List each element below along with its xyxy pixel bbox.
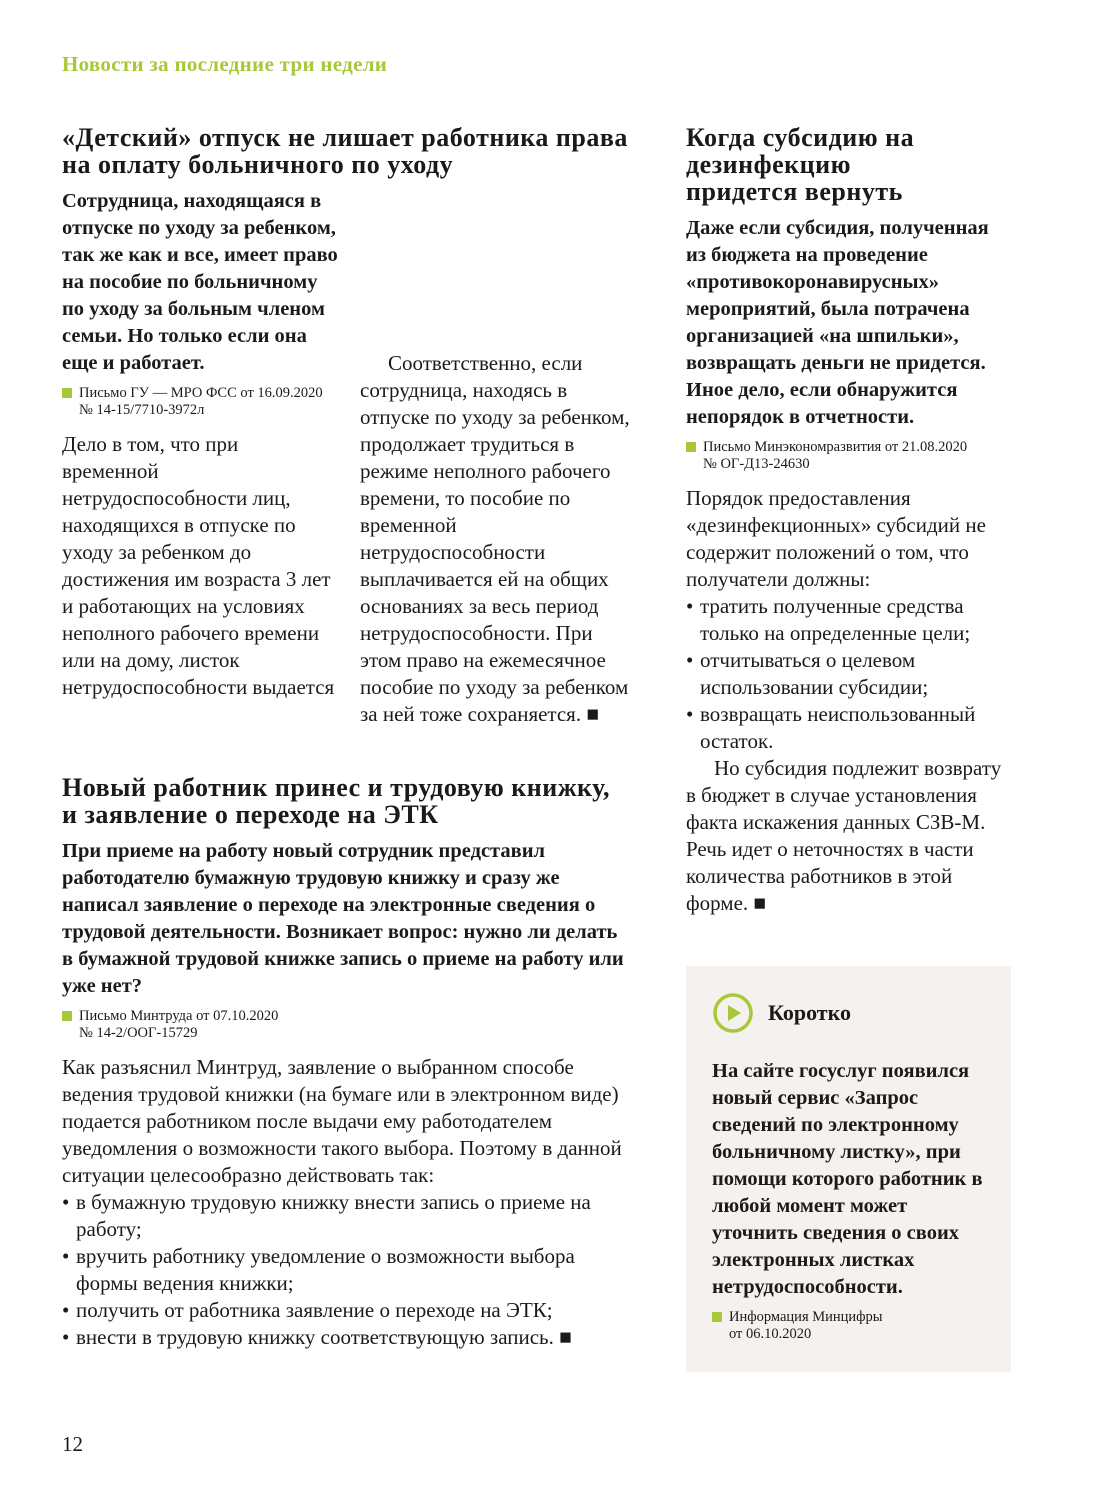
source-ref: Письмо Минтруда от 07.10.2020 № 14-2/ООГ-15729 bbox=[62, 1008, 632, 1042]
article-title: «Детский» отпуск не лишает работника права на оплату больничного по уходу bbox=[62, 123, 628, 179]
article-lead: Сотрудница, находящаяся в отпуске по уходу за ребенком, так же как и все, имеет право на пособие по больничному по уходу за больным членом семьи. Но только если она еще и работает. bbox=[62, 190, 338, 374]
article-lead: Даже если субсидия, полученная из бюджета на проведение «противокоронавирусных» мероприятий, была потрачена организацией «на шпильки», возвращать деньги не придется. Иное дело, если обнаружится непорядок в отчетности. bbox=[686, 217, 989, 428]
list-item: • вручить работнику уведомление о возможности выбора формы ведения книжки; bbox=[62, 1243, 632, 1297]
bullet-square-icon bbox=[62, 1011, 72, 1021]
box-header bbox=[712, 992, 985, 1034]
list-item: • возвращать неиспользованный остаток. bbox=[686, 701, 1011, 755]
section-kicker: Новости за последние три недели bbox=[62, 52, 388, 76]
article-paragraph: Порядок предоставления «дезинфекционных» субсидий не содержит положений о том, что получатели должны: bbox=[686, 486, 986, 591]
bullet-list bbox=[62, 1189, 632, 1351]
article-title: Когда субсидию на дезинфекцию придется вернуть bbox=[686, 123, 915, 206]
box-title: Коротко bbox=[768, 1000, 851, 1025]
article-subsidiya bbox=[686, 124, 1011, 917]
article1-col1 bbox=[62, 188, 338, 701]
bullet-list bbox=[686, 593, 1011, 755]
article-paragraph: Дело в том, что при временной нетрудоспособности лиц, находящихся в отпуске по уходу за ребенком до достижения им возраста 3 лет и работающих на условиях неполного рабочего времени или на дому, листок нетрудоспособности выдается bbox=[62, 432, 335, 699]
bullet-square-icon bbox=[686, 442, 696, 452]
article-lead: При приеме на работу новый сотрудник представил работодателю бумажную трудовую книжку и сразу же написал заявление о переходе на электронные сведения о трудовой деятельности. Возникает вопрос: нужно ли делать в бумажной трудовой книжке запись о приеме на работу или уже нет? bbox=[62, 840, 624, 997]
list-item: • отчитываться о целевом использовании субсидии; bbox=[686, 647, 1011, 701]
page-number: 12 bbox=[62, 1432, 83, 1456]
source-ref: Информация Минцифры от 06.10.2020 bbox=[712, 1309, 985, 1343]
article-detsky-otpusk bbox=[62, 124, 632, 178]
short-news-box bbox=[686, 966, 1011, 1372]
play-circle-icon bbox=[712, 992, 754, 1034]
source-ref: Письмо ГУ — МРО ФСС от 16.09.2020 № 14-15/7710-3972л bbox=[62, 385, 338, 419]
list-item: • внести в трудовую книжку соответствующую запись. ■ bbox=[62, 1324, 632, 1351]
source-ref: Письмо Минэкономразвития от 21.08.2020 № ОГ-Д13-24630 bbox=[686, 439, 1011, 473]
article-paragraph: Как разъяснил Минтруд, заявление о выбранном способе ведения трудовой книжки (на бумаге или в электронном виде) подается работником после выдачи ему работодателем уведомления о возможности такого выбора. Поэтому в данной ситуации целесообразно действовать так: bbox=[62, 1055, 622, 1187]
article-title: Новый работник принес и трудовую книжку, и заявление о переходе на ЭТК bbox=[62, 773, 611, 829]
list-item: • тратить полученные средства только на определенные цели; bbox=[686, 593, 1011, 647]
article-paragraph: Соответственно, если сотрудница, находясь в отпуске по уходу за ребенком, продолжает трудиться в режиме неполного рабочего времени, то пособие по временной нетрудоспособности выплачивается ей на общих основаниях за весь период нетрудоспособности. При этом право на ежемесячное пособие по уходу за ребенком за ней тоже сохраняется. ■ bbox=[360, 351, 630, 726]
list-item: • в бумажную трудовую книжку внести запись о приеме на работу; bbox=[62, 1189, 632, 1243]
article-novy-rabotnik bbox=[62, 774, 632, 1351]
article1-col2 bbox=[360, 188, 632, 728]
box-text: На сайте госуслуг появился новый сервис «Запрос сведений по электронному больничному листку», при помощи которого работник в любой момент может уточнить сведения о своих электронных листках нетрудоспособности. bbox=[712, 1060, 983, 1298]
list-item: • получить от работника заявление о переходе на ЭТК; bbox=[62, 1297, 632, 1324]
bullet-square-icon bbox=[712, 1312, 722, 1322]
article-paragraph: Но субсидия подлежит возврату в бюджет в случае установления факта искажения данных СЗВ-М. Речь идет о неточностях в части количества работников в этой форме. ■ bbox=[686, 756, 1002, 915]
bullet-square-icon bbox=[62, 388, 72, 398]
